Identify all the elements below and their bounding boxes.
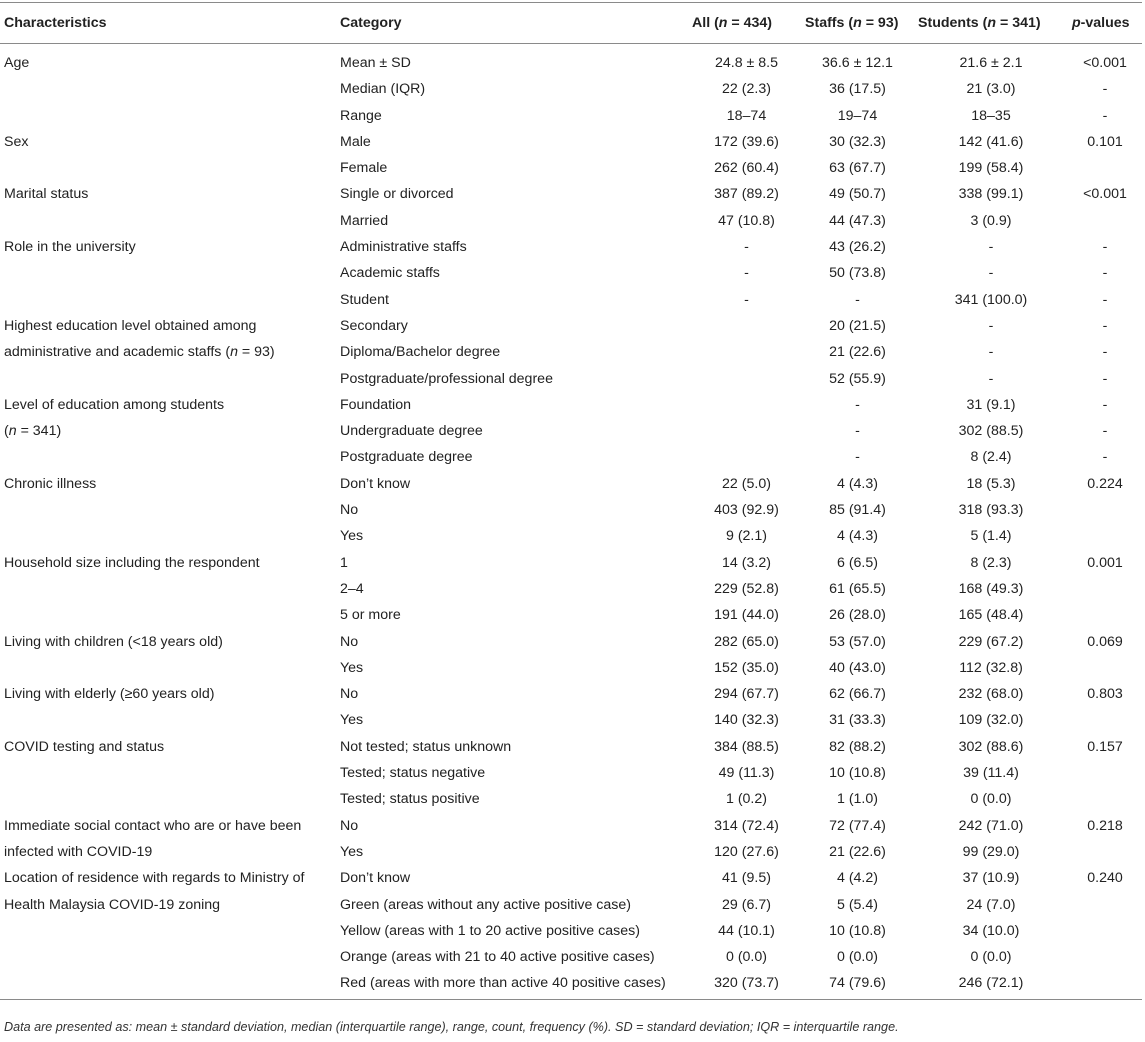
- cell-students: 338 (99.1): [958, 186, 1024, 203]
- cell-pvalue: 0.803: [1087, 686, 1123, 703]
- cell-characteristic: [0, 970, 336, 999]
- cell-staffs: 31 (33.3): [829, 712, 886, 729]
- cell-category: Orange (areas with 21 to 40 active positive cases): [340, 949, 655, 966]
- table-row: [0, 181, 1142, 207]
- table-footnote: Data are presented as: mean ± standard deviation, median (interquartile range), range, count, frequency (%). SD = standard deviation; IQR = interquartile range.: [4, 1020, 899, 1034]
- cell-staffs: 10 (10.8): [829, 922, 886, 939]
- cell-category: Tested; status positive: [340, 791, 480, 808]
- cell-students: 302 (88.5): [958, 423, 1024, 440]
- cell-staffs: 0 (0.0): [836, 949, 878, 966]
- cell-students: 8 (2.4): [970, 449, 1012, 466]
- cell-pvalue: <0.001: [1083, 55, 1127, 71]
- table-row: [0, 103, 1142, 129]
- table-row: [0, 76, 1142, 102]
- cell-category: Secondary: [340, 317, 408, 334]
- table-row: [0, 339, 1142, 365]
- cell-characteristic: [0, 103, 336, 129]
- cell-pvalue: [1068, 497, 1142, 523]
- cell-staffs: 74 (79.6): [801, 970, 914, 999]
- table-row: [0, 44, 1142, 77]
- table-row: [0, 602, 1142, 628]
- table-row: [0, 865, 1142, 891]
- cell-pvalue: 0.001: [1087, 554, 1123, 571]
- cell-students: 8 (2.3): [970, 554, 1012, 571]
- cell-staffs: 50 (73.8): [829, 265, 886, 282]
- characteristics-table: [0, 2, 1142, 1000]
- cell-all: [692, 444, 801, 470]
- cell-students: 232 (68.0): [958, 686, 1024, 703]
- cell-staffs: 19–74: [837, 107, 878, 124]
- table-row: [0, 892, 1142, 918]
- cell-students: 302 (88.6): [958, 738, 1024, 755]
- table-row: [0, 471, 1142, 497]
- cell-students: -: [988, 265, 994, 282]
- cell-all: 22 (2.3): [722, 81, 771, 98]
- cell-all: 49 (11.3): [718, 765, 775, 782]
- cell-all: 1 (0.2): [725, 791, 767, 808]
- cell-all: 24.8 ± 8.5: [714, 55, 778, 71]
- cell-all: [692, 339, 801, 365]
- table-row: [0, 813, 1142, 839]
- table-row: [0, 287, 1142, 313]
- cell-category: Red (areas with more than active 40 positive cases): [336, 970, 692, 999]
- cell-category: Academic staffs: [340, 265, 440, 282]
- cell-category: Postgraduate/professional degree: [340, 370, 553, 387]
- cell-students: 142 (41.6): [958, 133, 1024, 150]
- cell-all: 282 (65.0): [714, 633, 779, 650]
- table-row: [0, 366, 1142, 392]
- table-row: [0, 707, 1142, 733]
- cell-category: Yes: [340, 843, 364, 860]
- cell-staffs: -: [855, 396, 860, 413]
- cell-staffs: 1 (1.0): [836, 791, 878, 808]
- cell-all: [692, 392, 801, 418]
- cell-students: 112 (32.8): [959, 659, 1023, 676]
- table-body: [0, 44, 1142, 1000]
- cell-students: 18 (5.3): [966, 475, 1016, 492]
- cell-pvalue: -: [1102, 449, 1108, 466]
- cell-category: Administrative staffs: [340, 239, 467, 256]
- cell-characteristic: [0, 366, 336, 392]
- cell-category: Don’t know: [340, 475, 411, 492]
- cell-all: 403 (92.9): [714, 502, 779, 519]
- table-row: [0, 129, 1142, 155]
- cell-category: Yes: [340, 659, 364, 676]
- cell-students: 109 (32.0): [958, 712, 1024, 729]
- cell-category: Single or divorced: [340, 186, 454, 203]
- cell-characteristic: [0, 707, 336, 733]
- cell-students: 242 (71.0): [958, 817, 1024, 834]
- table-row: [0, 392, 1142, 418]
- cell-students: 168 (49.3): [958, 580, 1024, 597]
- cell-all: [692, 418, 801, 444]
- cell-pvalue: -: [1102, 344, 1108, 361]
- table-row: [0, 786, 1142, 812]
- cell-pvalue: [1068, 918, 1142, 944]
- cell-category: Yes: [340, 528, 364, 545]
- cell-characteristic: [0, 497, 336, 523]
- cell-pvalue: [1068, 155, 1142, 181]
- cell-characteristic: [0, 918, 336, 944]
- cell-all: 120 (27.6): [714, 843, 779, 860]
- cell-students: 199 (58.4): [958, 160, 1024, 177]
- cell-characteristic: [0, 287, 336, 313]
- table-row: [0, 313, 1142, 339]
- cell-pvalue: [1068, 707, 1142, 733]
- cell-all: 387 (89.2): [714, 186, 779, 203]
- cell-all: 29 (6.7): [722, 896, 771, 913]
- cell-category: No: [340, 502, 359, 519]
- cell-pvalue: [1068, 208, 1142, 234]
- cell-all: 18–74: [726, 107, 767, 124]
- cell-staffs: 43 (26.2): [829, 239, 886, 256]
- cell-pvalue: 0.101: [1087, 133, 1123, 150]
- cell-students: 37 (10.9): [962, 870, 1020, 887]
- cell-pvalue: -: [1102, 317, 1108, 334]
- cell-category: Student: [340, 291, 389, 308]
- cell-characteristic: infected with COVID-19: [4, 843, 153, 860]
- cell-pvalue: [1068, 970, 1142, 999]
- cell-characteristic: administrative and academic staffs (n = 93): [4, 344, 275, 361]
- cell-all: 294 (67.7): [714, 686, 779, 703]
- cell-pvalue: -: [1102, 265, 1108, 282]
- cell-staffs: -: [855, 449, 860, 466]
- cell-characteristic: Highest education level obtained among: [4, 317, 257, 334]
- cell-all: [692, 366, 801, 392]
- cell-characteristic: [0, 760, 336, 786]
- table-row: [0, 970, 1142, 999]
- cell-pvalue: [1068, 892, 1142, 918]
- cell-category: Undergraduate degree: [340, 423, 483, 440]
- cell-staffs: 21 (22.6): [829, 344, 886, 361]
- cell-characteristic: [0, 444, 336, 470]
- cell-all: -: [744, 239, 749, 256]
- cell-students: 34 (10.0): [962, 922, 1020, 939]
- header-pvalues: p-values: [1068, 3, 1142, 44]
- cell-all: 152 (35.0): [714, 659, 779, 676]
- cell-all: 229 (52.8): [714, 580, 779, 597]
- cell-students: 246 (72.1): [914, 970, 1068, 999]
- cell-all: [692, 313, 801, 339]
- cell-characteristic: Immediate social contact who are or have been: [4, 817, 302, 834]
- cell-students: 18–35: [971, 107, 1011, 124]
- cell-category: No: [340, 686, 359, 703]
- table-row: [0, 550, 1142, 576]
- cell-category: Not tested; status unknown: [340, 738, 512, 755]
- cell-category: Postgraduate degree: [340, 449, 473, 466]
- cell-category: Mean ± SD: [340, 55, 411, 71]
- cell-characteristic: Household size including the respondent: [4, 554, 260, 571]
- cell-characteristic: Location of residence with regards to Ministry of: [4, 870, 305, 887]
- cell-students: 31 (9.1): [966, 396, 1016, 413]
- cell-category: 5 or more: [340, 607, 401, 624]
- cell-pvalue: [1068, 602, 1142, 628]
- table-row: [0, 734, 1142, 760]
- cell-characteristic: [0, 576, 336, 602]
- cell-staffs: 6 (6.5): [836, 554, 878, 571]
- cell-staffs: 4 (4.3): [836, 528, 878, 545]
- cell-students: -: [988, 239, 994, 256]
- cell-pvalue: 0.240: [1087, 870, 1123, 887]
- cell-category: Foundation: [340, 396, 411, 413]
- header-row: [0, 3, 1142, 44]
- cell-students: 165 (48.4): [958, 607, 1024, 624]
- cell-all: -: [744, 291, 749, 308]
- cell-students: 99 (29.0): [962, 843, 1020, 860]
- cell-category: Yellow (areas with 1 to 20 active positive cases): [340, 922, 640, 939]
- table-row: [0, 234, 1142, 260]
- cell-staffs: -: [855, 291, 860, 308]
- cell-pvalue: -: [1102, 81, 1108, 98]
- cell-staffs: 44 (47.3): [829, 212, 886, 229]
- header-category: Category: [336, 3, 692, 44]
- cell-all: 41 (9.5): [722, 870, 771, 887]
- cell-staffs: 4 (4.2): [836, 870, 878, 887]
- table-row: [0, 760, 1142, 786]
- cell-all: 14 (3.2): [722, 554, 771, 571]
- cell-pvalue: [1068, 655, 1142, 681]
- cell-staffs: 85 (91.4): [829, 502, 886, 519]
- cell-staffs: 4 (4.3): [836, 475, 878, 492]
- cell-staffs: 72 (77.4): [829, 817, 886, 834]
- cell-category: Male: [340, 133, 371, 150]
- cell-pvalue: -: [1102, 107, 1108, 124]
- cell-characteristic: Role in the university: [4, 239, 136, 256]
- cell-all: -: [744, 265, 749, 282]
- cell-pvalue: [1068, 786, 1142, 812]
- header-students: Students (n = 341): [914, 3, 1068, 44]
- cell-students: 341 (100.0): [954, 291, 1028, 308]
- table-row: [0, 208, 1142, 234]
- cell-staffs: 62 (66.7): [829, 686, 886, 703]
- cell-pvalue: 0.224: [1087, 475, 1123, 492]
- cell-students: -: [988, 370, 994, 387]
- table-row: [0, 418, 1142, 444]
- cell-category: Yes: [340, 712, 364, 729]
- cell-characteristic: Marital status: [4, 186, 89, 203]
- cell-characteristic: [0, 602, 336, 628]
- cell-staffs: 52 (55.9): [829, 370, 886, 387]
- cell-staffs: 61 (65.5): [829, 580, 886, 597]
- cell-pvalue: 0.069: [1087, 633, 1123, 650]
- cell-category: 2–4: [340, 580, 364, 597]
- cell-pvalue: <0.001: [1083, 186, 1127, 203]
- cell-students: 24 (7.0): [966, 896, 1016, 913]
- cell-characteristic: (n = 341): [4, 423, 62, 440]
- cell-category: No: [340, 817, 359, 834]
- cell-students: 3 (0.9): [970, 212, 1012, 229]
- cell-pvalue: [1068, 576, 1142, 602]
- cell-pvalue: -: [1102, 423, 1108, 440]
- cell-characteristic: [0, 260, 336, 286]
- cell-staffs: -: [855, 423, 860, 440]
- cell-pvalue: [1068, 839, 1142, 865]
- cell-category: Don’t know: [340, 870, 411, 887]
- cell-pvalue: 0.157: [1087, 738, 1123, 755]
- cell-characteristic: Sex: [4, 133, 29, 150]
- cell-all: 314 (72.4): [714, 817, 779, 834]
- cell-all: 191 (44.0): [714, 607, 779, 624]
- cell-characteristic: [0, 155, 336, 181]
- cell-students: 229 (67.2): [958, 633, 1024, 650]
- cell-students: -: [988, 317, 994, 334]
- cell-all: 262 (60.4): [714, 160, 779, 177]
- header-characteristics: Characteristics: [0, 3, 336, 44]
- cell-staffs: 26 (28.0): [829, 607, 886, 624]
- table-row: [0, 918, 1142, 944]
- cell-characteristic: [0, 655, 336, 681]
- cell-all: 44 (10.1): [718, 922, 775, 939]
- header-all: All (n = 434): [692, 3, 801, 44]
- cell-pvalue: [1068, 760, 1142, 786]
- cell-category: No: [340, 633, 359, 650]
- cell-category: Diploma/Bachelor degree: [340, 344, 501, 361]
- cell-staffs: 53 (57.0): [829, 633, 886, 650]
- cell-characteristic: Living with children (<18 years old): [4, 633, 223, 650]
- cell-staffs: 21 (22.6): [829, 843, 886, 860]
- cell-staffs: 82 (88.2): [829, 738, 886, 755]
- cell-category: Female: [340, 160, 388, 177]
- table-row: [0, 444, 1142, 470]
- table-row: [0, 576, 1142, 602]
- cell-all: 22 (5.0): [722, 475, 771, 492]
- table-row: [0, 523, 1142, 549]
- cell-characteristic: [0, 786, 336, 812]
- cell-characteristic: [0, 944, 336, 970]
- table-row: [0, 629, 1142, 655]
- cell-students: 0 (0.0): [970, 949, 1012, 966]
- cell-pvalue: [1068, 944, 1142, 970]
- cell-students: 0 (0.0): [970, 791, 1012, 808]
- cell-characteristic: Chronic illness: [4, 475, 97, 492]
- cell-all: 384 (88.5): [714, 738, 779, 755]
- cell-category: 1: [340, 554, 348, 571]
- cell-pvalue: -: [1102, 291, 1108, 308]
- cell-category: Married: [340, 212, 389, 229]
- cell-characteristic: [0, 523, 336, 549]
- cell-pvalue: -: [1102, 239, 1108, 256]
- cell-category: Median (IQR): [340, 81, 426, 98]
- cell-characteristic: Level of education among students: [4, 396, 225, 413]
- cell-staffs: 36 (17.5): [829, 81, 886, 98]
- cell-staffs: 40 (43.0): [829, 659, 886, 676]
- cell-students: 318 (93.3): [958, 502, 1024, 519]
- cell-staffs: 5 (5.4): [836, 896, 878, 913]
- cell-staffs: 63 (67.7): [829, 160, 886, 177]
- table-row: [0, 681, 1142, 707]
- cell-all: 140 (32.3): [714, 712, 779, 729]
- cell-characteristic: Health Malaysia COVID-19 zoning: [4, 896, 221, 913]
- table-row: [0, 944, 1142, 970]
- cell-students: 21 (3.0): [966, 81, 1016, 98]
- cell-category: Green (areas without any active positive case): [340, 896, 631, 913]
- cell-staffs: 49 (50.7): [829, 186, 886, 203]
- cell-staffs: 10 (10.8): [829, 765, 886, 782]
- cell-pvalue: [1068, 523, 1142, 549]
- table-row: [0, 655, 1142, 681]
- cell-characteristic: [0, 76, 336, 102]
- cell-all: 47 (10.8): [718, 212, 775, 229]
- cell-characteristic: Age: [4, 55, 30, 71]
- cell-students: -: [988, 344, 994, 361]
- cell-staffs: 30 (32.3): [829, 133, 886, 150]
- cell-students: 5 (1.4): [970, 528, 1012, 545]
- cell-students: 39 (11.4): [963, 765, 1019, 782]
- cell-category: Tested; status negative: [340, 765, 486, 782]
- cell-characteristic: COVID testing and status: [4, 738, 165, 755]
- cell-staffs: 36.6 ± 12.1: [822, 55, 893, 71]
- cell-all: 9 (2.1): [725, 528, 767, 545]
- cell-students: 21.6 ± 2.1: [959, 55, 1023, 71]
- table-row: [0, 260, 1142, 286]
- table-row: [0, 155, 1142, 181]
- cell-characteristic: [0, 208, 336, 234]
- cell-all: 0 (0.0): [725, 949, 767, 966]
- cell-category: Range: [340, 107, 382, 124]
- cell-all: 172 (39.6): [714, 133, 779, 150]
- cell-pvalue: 0.218: [1087, 817, 1123, 834]
- table-row: [0, 839, 1142, 865]
- cell-pvalue: -: [1102, 370, 1108, 387]
- cell-pvalue: -: [1102, 396, 1108, 413]
- cell-characteristic: Living with elderly (≥60 years old): [4, 686, 215, 703]
- table-row: [0, 497, 1142, 523]
- cell-staffs: 20 (21.5): [829, 317, 886, 334]
- header-staffs: Staffs (n = 93): [801, 3, 914, 44]
- cell-all: 320 (73.7): [692, 970, 801, 999]
